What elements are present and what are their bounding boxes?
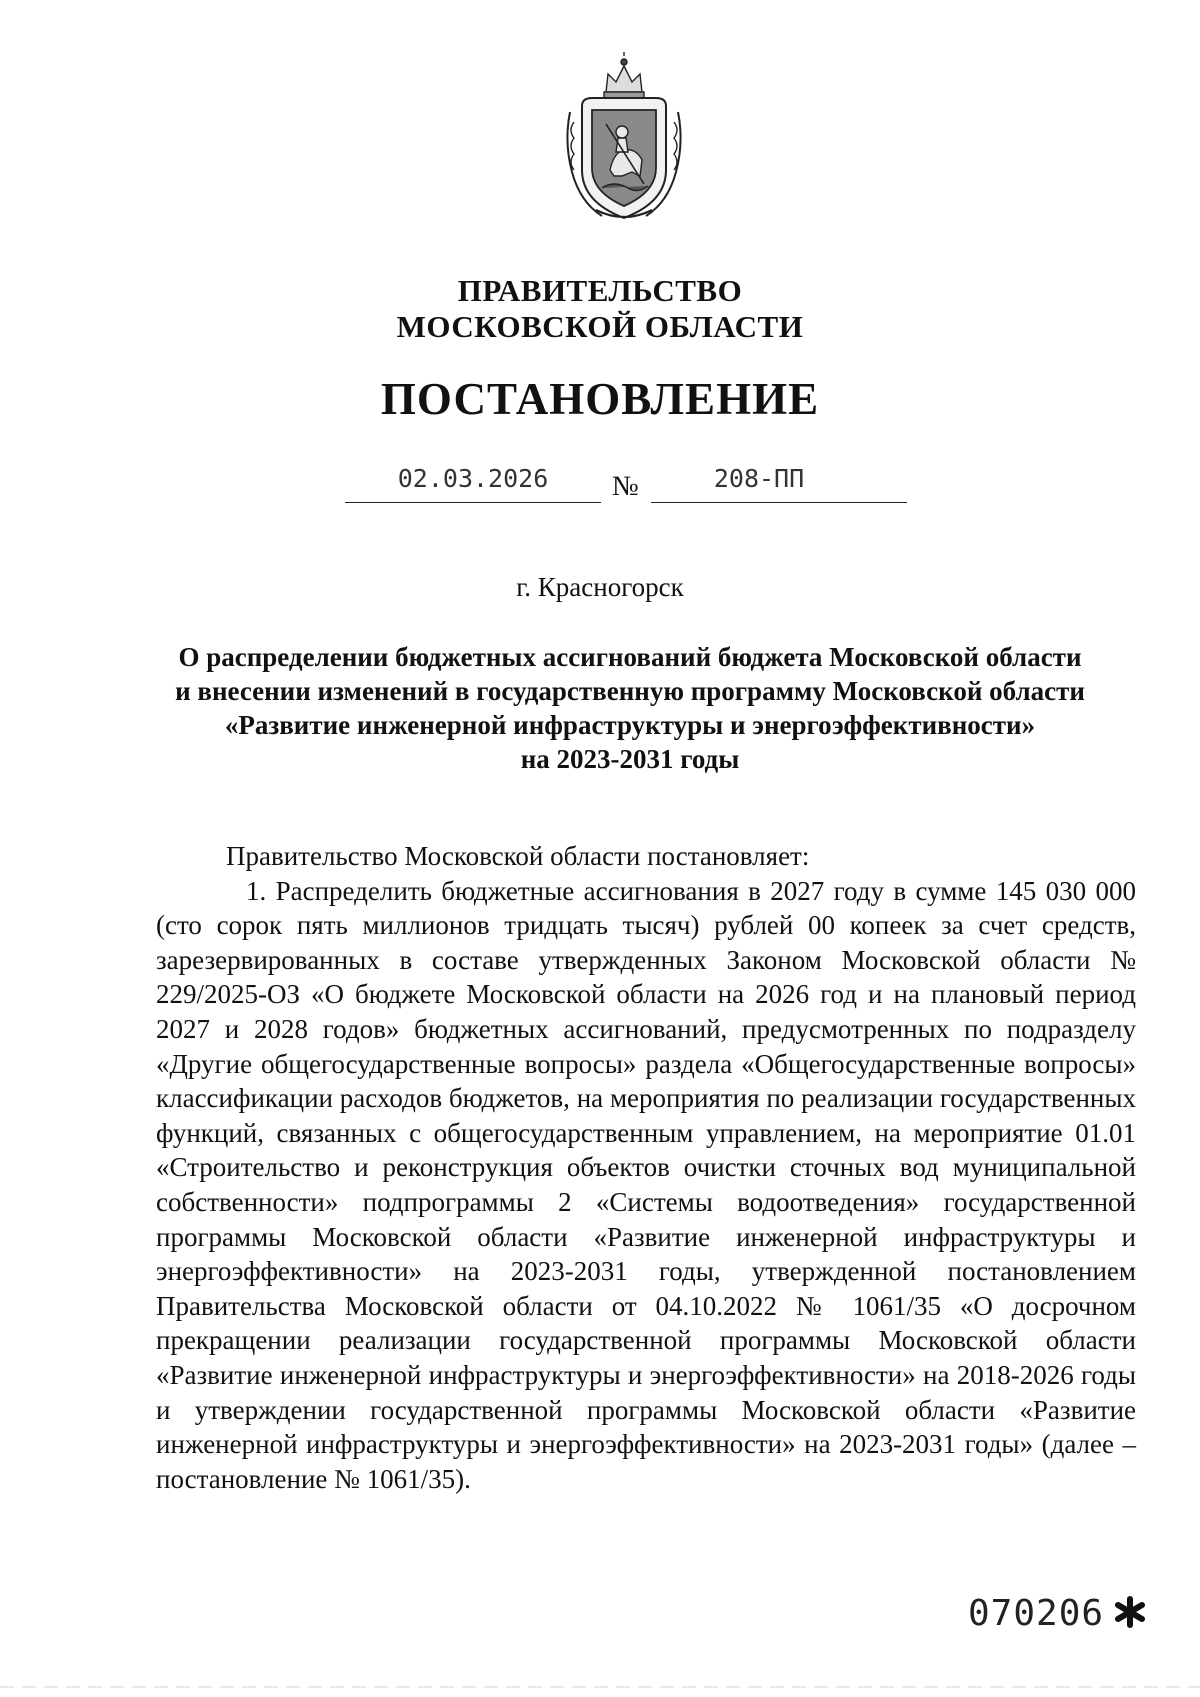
paragraph-1: 1. Распределить бюджетные ассигнования в 2027 году в сумме 145 030 000 (сто сорок пять миллионов тридцать тысяч) рублей 00 копеек за счет средств, зарезервированных в составе утвержденных Законом Московской области № 229/2025-ОЗ «О бюджете Московской области на 2026 год и на плановый период 2027 и 2028 годов» бюджетных ассигнований, предусмотренных по подразделу «Другие общегосударственные вопросы» раздела «Общегосударственные вопросы» классификации расходов бюджетов, на мероприятия по реализации государственных функций, связанных с общегосударственным управлением, на мероприятие 01.01 «Строительство и реконструкция объектов очистки сточных вод муниципальной собственности» подпрограммы 2 «Системы водоотведения» государственной программы Московской области «Развитие инженерной инфраструктуры и энергоэффективности» на 2023-2031 годы, утвержденной постановлением Правительства Московской области от 04.10.2022 № 1061/35 «О досрочном прекращении реализации государственной программы Московской области «Развитие инженерной инфраструктуры и энергоэффективности» на 2018-2026 годы и утверждении государственной программы Московской области «Развитие инженерной инфраструктуры и энергоэффективности» на 2023-2031 годы» (далее – постановление № 1061/35). [156,875,1136,1494]
title-line4: на 2023-2031 годы [520,744,740,774]
document-date: 02.03.2026 [397,464,549,493]
title-line3: «Развитие инженерной инфраструктуры и энергоэффективности» [224,710,1036,740]
title-line2: и внесении изменений в государственную программу Московской области [175,676,1085,706]
intro-paragraph: Правительство Московской области постановляет: [226,841,810,871]
number-field [651,462,907,503]
serial-number: 070206 [968,1593,1105,1634]
date-field [345,462,601,503]
city-name: г. Красногорск [516,572,684,602]
document-number: 208-ПП [713,464,805,493]
moscow-oblast-coat-of-arms-icon [562,52,686,228]
asterisk-icon [1112,1594,1148,1630]
document-body [156,839,1136,1496]
title-line1: О распределении бюджетных ассигнований бюджета Московской области [178,642,1082,672]
org-name-line1: ПРАВИТЕЛЬСТВО [457,273,743,308]
number-sign: № [612,471,639,502]
org-name-line2: МОСКОВСКОЙ ОБЛАСТИ [396,309,804,344]
scan-artifact-line [0,1686,1200,1688]
resolution-title [150,640,1110,776]
document-type-title: ПОСТАНОВЛЕНИЕ [380,374,820,424]
